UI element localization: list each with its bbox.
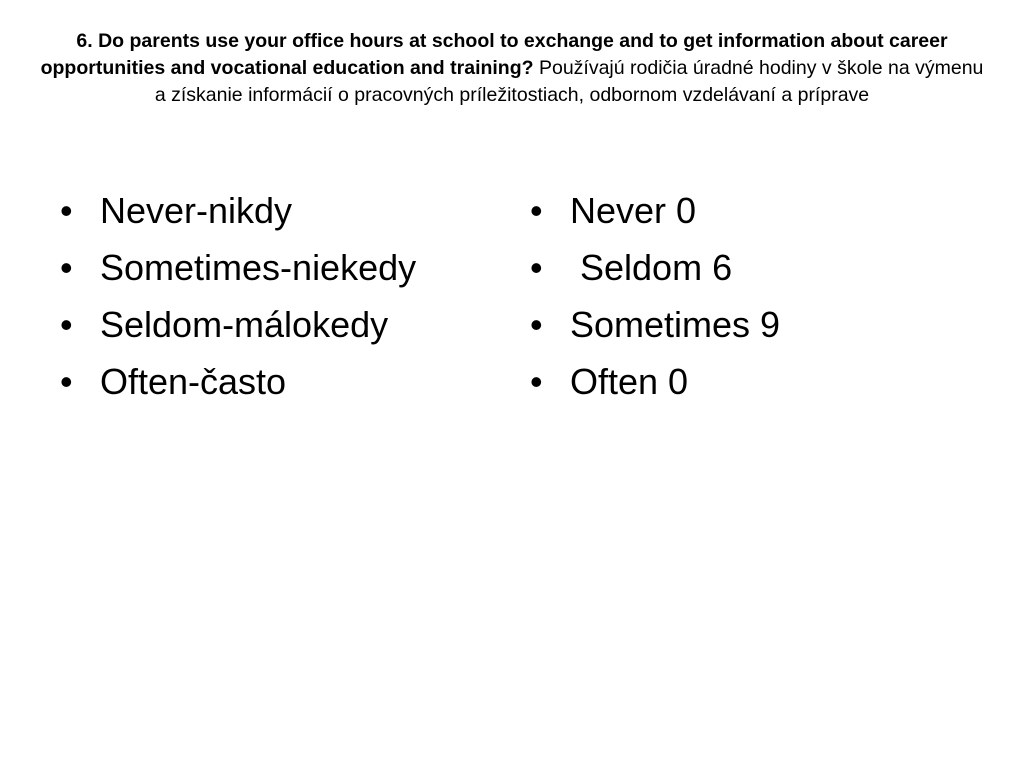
count-label: Often 0 bbox=[570, 361, 689, 402]
answer-counts-list bbox=[530, 182, 970, 410]
title-question-slovak: Používajú rodičia úradné hodiny v škole na výmenu a získanie informácií o pracovných príležitostiach, odbornom vzdelávaní a príprave bbox=[154, 57, 984, 106]
bullet-icon: • bbox=[530, 190, 543, 231]
option-label: Often-často bbox=[100, 361, 287, 402]
list-item bbox=[530, 182, 970, 239]
bullet-icon: • bbox=[60, 304, 73, 345]
list-item bbox=[60, 296, 500, 353]
title-question-english: 6. Do parents use your office hours at school to exchange and to get information about career opportunities and vocational education and training? bbox=[40, 30, 948, 79]
bullet-icon: • bbox=[60, 190, 73, 231]
list-item bbox=[530, 353, 970, 410]
count-label: Sometimes 9 bbox=[570, 304, 781, 345]
bullet-icon: • bbox=[60, 247, 73, 288]
list-item bbox=[60, 182, 500, 239]
option-label: Sometimes-niekedy bbox=[100, 247, 417, 288]
answer-options-list bbox=[60, 182, 500, 410]
bullet-icon: • bbox=[530, 361, 543, 402]
slide-title bbox=[40, 28, 984, 109]
bullet-icon: • bbox=[530, 304, 543, 345]
list-item bbox=[60, 353, 500, 410]
list-item bbox=[530, 296, 970, 353]
bullet-icon: • bbox=[530, 247, 543, 288]
count-label: Never 0 bbox=[570, 190, 697, 231]
bullet-icon: • bbox=[60, 361, 73, 402]
count-label: Seldom 6 bbox=[570, 247, 733, 288]
option-label: Never-nikdy bbox=[100, 190, 293, 231]
option-label: Seldom-málokedy bbox=[100, 304, 389, 345]
list-item bbox=[530, 239, 970, 296]
list-item bbox=[60, 239, 500, 296]
